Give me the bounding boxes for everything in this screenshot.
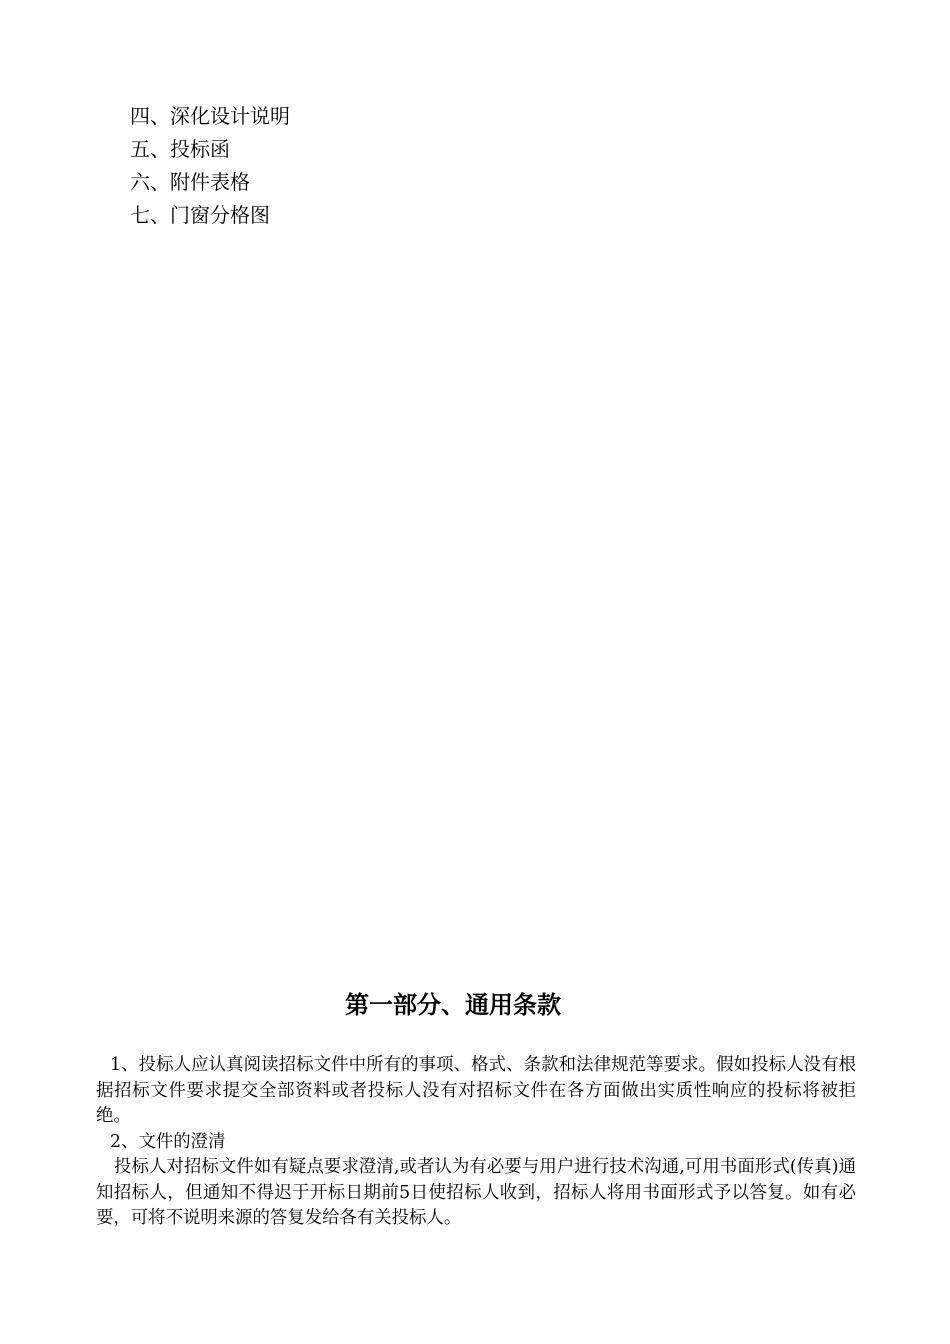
paragraph-clarification-heading: 2、文件的澄清 xyxy=(110,1131,226,1152)
toc-item-bid-letter: 五、投标函 xyxy=(130,137,230,161)
paragraph-bid-requirements: 1、投标人应认真阅读招标文件中所有的事项、格式、条款和法律规范等要求。假如投标人没有根据招标文件要求提交全部资料或者投标人没有对招标文件在各方面做出实质性响应的投标将被拒绝。 xyxy=(96,1055,856,1126)
toc-item-attachment-forms: 六、附件表格 xyxy=(130,170,250,194)
toc-item-window-grid-drawing: 七、门窗分格图 xyxy=(130,203,270,227)
table-of-contents xyxy=(130,100,290,232)
section-title: 第一部分、通用条款 xyxy=(345,991,561,1019)
section-body xyxy=(96,1053,856,1232)
toc-item-design-notes: 四、深化设计说明 xyxy=(130,104,290,128)
paragraph-clarification-body: 投标人对招标文件如有疑点要求澄清,或者认为有必要与用户进行技术沟通,可用书面形式(传真)通知招标人，但通知不得迟于开标日期前5日使招标人收到，招标人将用书面形式予以答复。如有必要，可将不说明来源的答复发给各有关投标人。 xyxy=(96,1157,856,1228)
